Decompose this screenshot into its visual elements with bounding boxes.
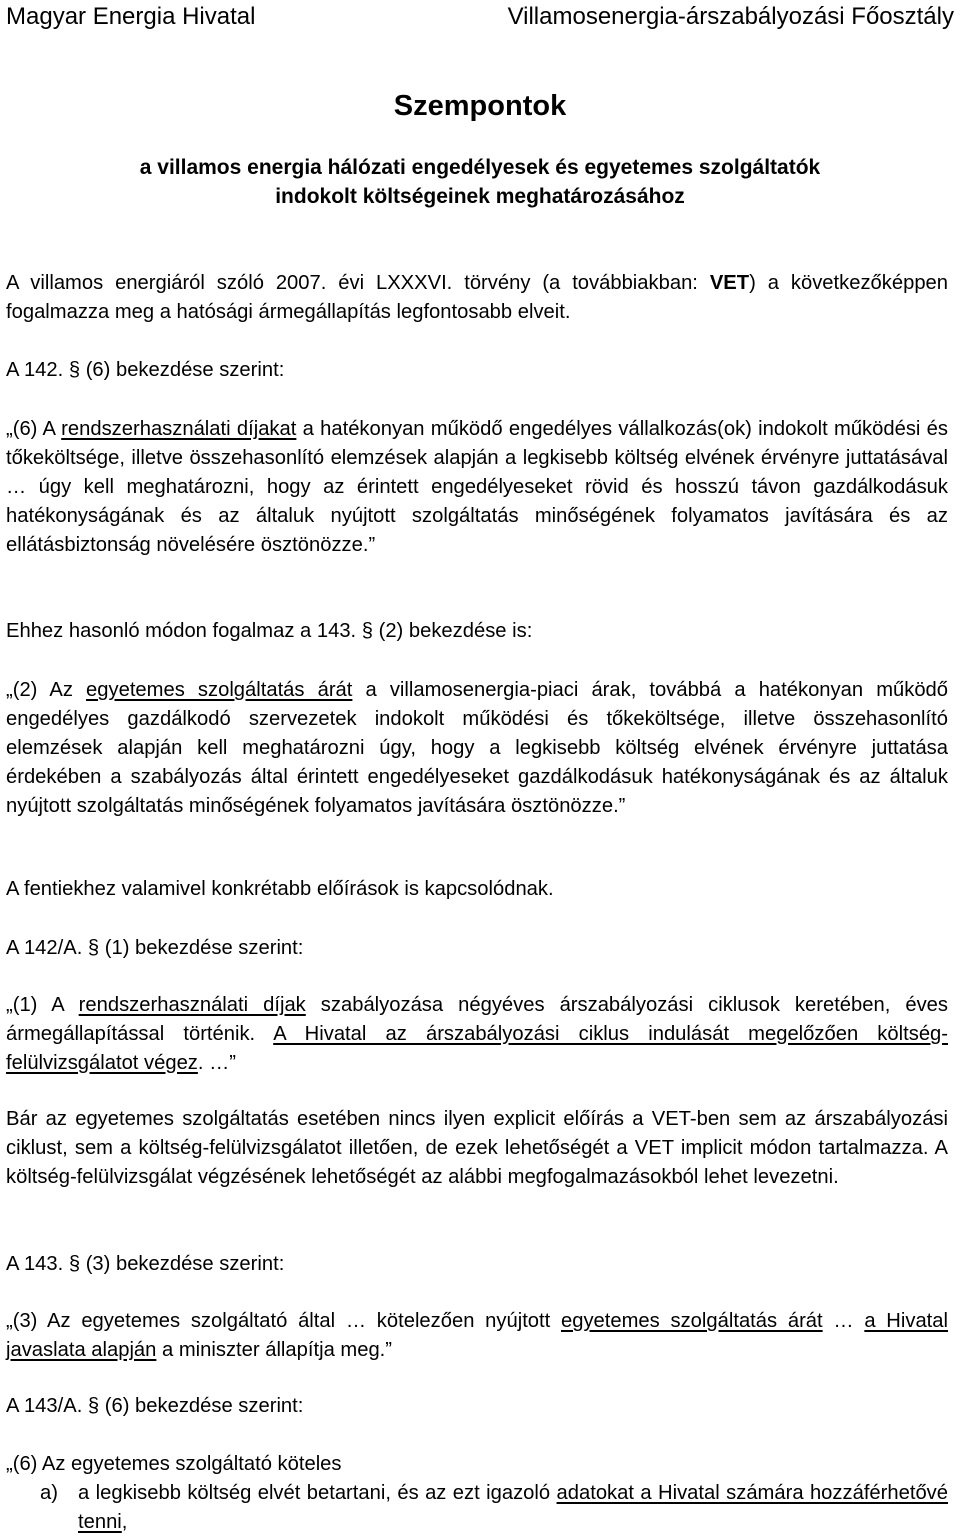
body-block-ref3 [6,934,948,963]
body-block-quote3 [6,991,948,1078]
quote-142a-1 [6,991,948,1078]
body-block-quote4 [6,1307,948,1365]
page-header [0,2,960,38]
body-block-ref2 [6,617,948,646]
body-block-ref4 [6,1250,948,1279]
quote-143-3 [6,1307,948,1365]
body-block-quote5 [6,1450,948,1537]
list-item [6,1479,948,1537]
header-department: Villamosenergia-árszabályozási Főosztály [507,3,954,30]
body-block-quote1 [6,415,948,560]
body-block-quote2 [6,676,948,821]
intro-text-b: ) a következőképpen fogalmazza meg a hatósági ármegállapítás legfontosabb elveit. [6,272,948,323]
subtitle-line-1: a villamos energia hálózati engedélyesek és egyetemes szolgáltatók [139,156,821,179]
quote2-underline-1: egyetemes szolgáltatás árát [86,679,353,701]
quote1-text-a: „(6) A [6,418,62,440]
reference-143a-6: A 143/A. § (6) bekezdése szerint: [6,1395,304,1417]
quote4-text-a: „(3) Az egyetemes szolgáltató által … kötelezően nyújtott [6,1310,561,1332]
paragraph-concrete-rules: A fentiekhez valamivel konkrétabb előírások is kapcsolódnak. [6,878,554,900]
quote1-text-b: a hatékonyan működő engedélyes vállalkozás(ok) indokolt működési és tőkeköltsége, illetve összehasonlító elemzések alapján a legkisebb költség elvének érvényre juttatásával … úgy kell meghatározni, hogy az érintett engedélyeseket rövid és hosszú távon gazdálkodásuk hatékonyságának és az általuk nyújtott szolgáltatás minőségének folyamatos javítására és az ellátásbiztonság növelésére ösztönözze.” [6,418,948,556]
quote4-underline-2: a Hivatal javaslata alapján [6,1310,949,1361]
reference-142a-1: A 142/A. § (1) bekezdése szerint: [6,937,304,959]
quote4-text-c: a miniszter állapítja meg.” [156,1338,393,1361]
body-block-ref1 [6,356,948,385]
quote2-text-b: a villamosenergia-piaci árak, továbbá a hatékonyan működő engedélyes gazdálkodó szervezetek indokolt működési és tőkeköltsége, illetve összehasonlító elemzések alapján kell meghatározni úgy, hogy a legkisebb költség elvének érvényre juttatása érdekében a szabályozás által érintett engedélyeseket gazdálkodásuk hatékonyságának és az általuk nyújtott szolgáltatás minőségének folyamatos javítására ösztönözze.” [6,679,949,817]
subtitle-line-2: indokolt költségeinek meghatározásához [275,184,685,208]
reference-143-3: A 143. § (3) bekezdése szerint: [6,1253,285,1275]
document-title: Szempontok [393,90,567,122]
quote3-underline-2: A Hivatal az árszabályozási ciklus indulását megelőzően költség-felülvizsgálatot végez [6,1022,948,1074]
quote3-text-c: . …” [197,1051,237,1074]
body-block-p3 [6,875,948,904]
body-block-intro [6,269,948,327]
list-item-end: , [121,1510,128,1533]
reference-142-6: A 142. § (6) bekezdése szerint: [6,359,285,381]
reference-143-2: Ehhez hasonló módon fogalmaz a 143. § (2) bekezdése is: [6,620,533,642]
intro-text-a: A villamos energiáról szóló 2007. évi LXXXVI. törvény (a továbbiakban: [6,272,710,294]
paragraph-universal-service: Bár az egyetemes szolgáltatás esetében nincs ilyen explicit előírás a VET-ben sem az árszabályozási ciklust, sem a költség-felülvizsgálatot illetően, de ezek lehetőségét a VET implicit módon tartalmazza. A költség-felülvizsgálat végzésének lehetőségét az alábbi megfogalmazásokból lehet levezetni. [6,1108,948,1188]
body-block-p4 [6,1105,948,1192]
body-block-ref5 [6,1392,948,1421]
header-organization: Magyar Energia Hivatal [6,3,256,30]
quote1-underline-1: rendszerhasználati díjakat [61,418,297,440]
document-subtitle [0,154,960,211]
quote-143-2 [6,676,948,821]
list-item-text: a legkisebb költség elvét betartani, és az ezt igazoló [78,1481,557,1504]
quote2-text-a: „(2) Az [6,679,87,701]
quote3-text-a: „(1) A [6,994,79,1016]
list-item-marker: a) [40,1481,58,1504]
quote3-text-b: szabályozása négyéves árszabályozási ciklusok keretében, éves ármegállapítással történik. [6,994,948,1045]
quote3-underline-1: rendszerhasználati díjak [78,994,306,1016]
quote-143a-6-intro: „(6) Az egyetemes szolgáltató köteles [6,1453,342,1475]
intro-vet-abbr: VET [709,272,750,294]
quote-142-6 [6,415,948,560]
intro-paragraph [6,269,948,327]
quote4-text-b: … [822,1310,865,1332]
list-item-underline: adatokat a Hivatal számára hozzáférhetővé tenni [78,1481,948,1533]
quote4-underline-1: egyetemes szolgáltatás árát [561,1310,823,1332]
